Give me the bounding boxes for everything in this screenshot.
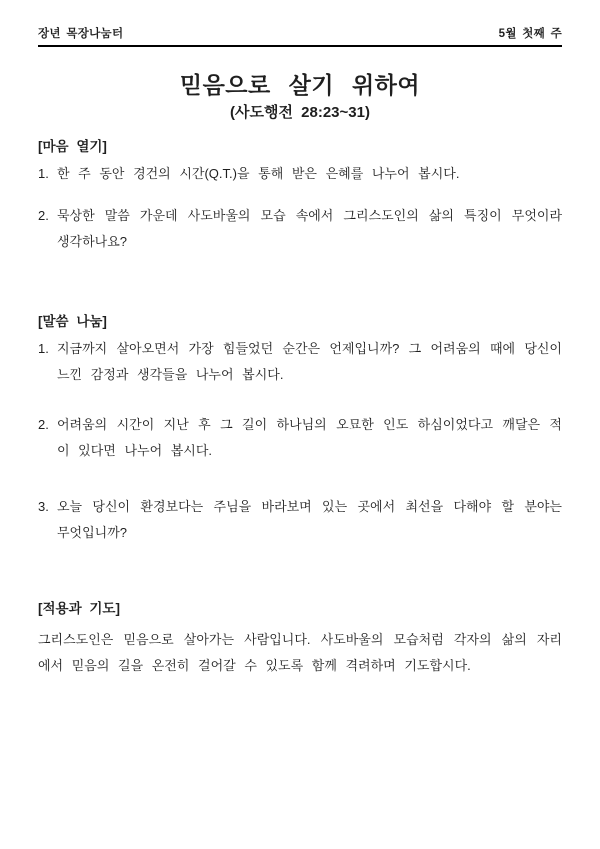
section-heading: [마음 열기] xyxy=(38,139,107,155)
question-text: 묵상한 말씀 가운데 사도바울의 모습 속에서 그리스도인의 삶의 특징이 무엇이라 생각하나요? xyxy=(57,208,562,250)
question-number: 3. xyxy=(38,499,49,515)
page-header xyxy=(38,0,562,41)
section-heading: [적용과 기도] xyxy=(38,601,120,617)
header-right-label: 5월 첫째 주 xyxy=(498,28,562,40)
question-number: 2. xyxy=(38,208,49,224)
section-mind-opening xyxy=(38,138,562,255)
question-item xyxy=(38,203,562,255)
question-text: 어려움의 시간이 지난 후 그 길이 하나님의 오묘한 인도 하심이었다고 깨달은 적이 있다면 나누어 봅시다. xyxy=(57,417,562,459)
question-text: 지금까지 살아오면서 가장 힘들었던 순간은 언제입니까? 그 어려움의 때에 당신이 느낀 감정과 생각들을 나누어 봅시다. xyxy=(57,341,562,383)
section-heading: [말씀 나눔] xyxy=(38,314,107,330)
question-number: 1. xyxy=(38,341,49,357)
page-title: 믿음으로 살기 위하여 xyxy=(179,72,421,98)
header-left-label: 장년 목장나눔터 xyxy=(38,28,124,40)
question-item xyxy=(38,161,562,187)
question-number: 1. xyxy=(38,166,49,182)
header-rule xyxy=(38,45,562,47)
question-number: 2. xyxy=(38,417,49,433)
scripture-reference: (사도행전 28:23~31) xyxy=(230,103,370,121)
section-application-prayer xyxy=(38,600,562,679)
question-item xyxy=(38,336,562,388)
application-paragraph: 그리스도인은 믿음으로 살아가는 사람입니다. 사도바울의 모습처럼 각자의 삶의 자리에서 믿음의 길을 온전히 걸어갈 수 있도록 함께 격려하며 기도합시다. xyxy=(38,632,562,674)
section-word-sharing xyxy=(38,313,562,546)
question-item xyxy=(38,412,562,464)
question-text: 오늘 당신이 환경보다는 주님을 바라보며 있는 곳에서 최선을 다해야 할 분야는 무엇입니까? xyxy=(57,499,562,541)
question-item xyxy=(38,494,562,546)
question-text: 한 주 동안 경건의 시간(Q.T.)을 통해 받은 은혜를 나누어 봅시다. xyxy=(57,166,460,182)
